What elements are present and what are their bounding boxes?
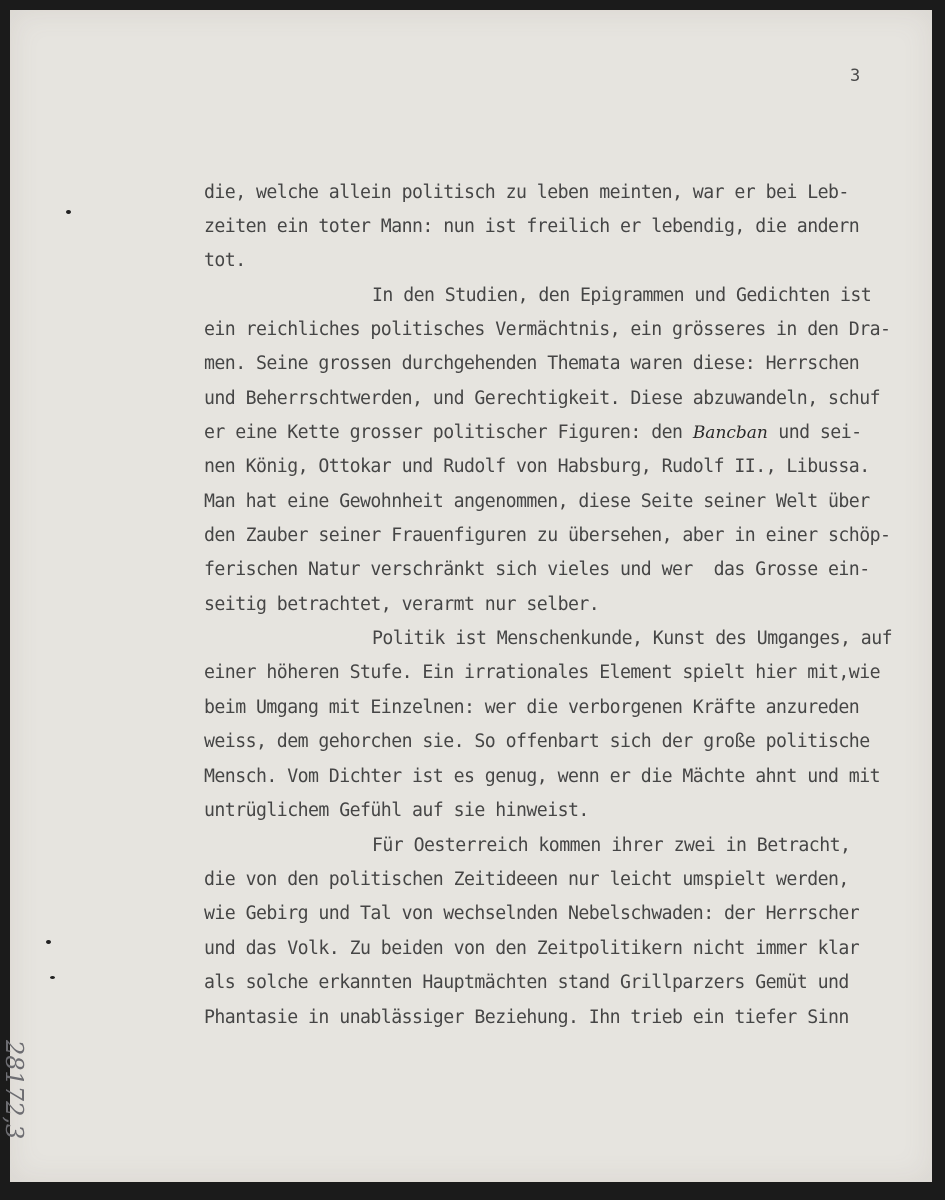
document-page <box>0 10 932 1182</box>
text-line: ferischen Natur verschränkt sich vieles und wer das Grosse ein- <box>204 559 870 580</box>
text-line: Für Oesterreich kommen ihrer zwei in Betracht, <box>372 835 851 856</box>
archive-number: 28172,3 <box>0 1040 28 1140</box>
text-line: zeiten ein toter Mann: nun ist freilich er lebendig, die andern <box>204 216 860 237</box>
text-line: Mensch. Vom Dichter ist es genug, wenn er die Mächte ahnt und mit <box>204 766 880 787</box>
text-line: als solche erkannten Hauptmächten stand Grillparzers Gemüt und <box>204 972 849 993</box>
text-line: und Beherrschtwerden, und Gerechtigkeit. Diese abzuwandeln, schuf <box>204 388 880 409</box>
margin-dot <box>50 976 55 979</box>
text-line: nen König, Ottokar und Rudolf von Habsburg, Rudolf II., Libussa. <box>204 456 870 477</box>
text-line: men. Seine grossen durchgehenden Themata waren diese: Herrschen <box>204 353 860 374</box>
margin-dot <box>46 940 51 944</box>
text-line: Phantasie in unablässiger Beziehung. Ihn trieb ein tiefer Sinn <box>204 1007 849 1028</box>
text-line: Man hat eine Gewohnheit angenommen, diese Seite seiner Welt über <box>204 491 870 512</box>
text-line: tot. <box>204 250 246 271</box>
text-segment: und sei- <box>778 422 862 443</box>
text-line: und das Volk. Zu beiden von den Zeitpolitikern nicht immer klar <box>204 938 860 959</box>
text-line: ein reichliches politisches Vermächtnis, ein grösseres in den Dra- <box>204 319 891 340</box>
text-line: wie Gebirg und Tal von wechselnden Nebelschwaden: der Herrscher <box>204 903 860 924</box>
text-line: Politik ist Menschenkunde, Kunst des Umganges, auf <box>372 628 892 649</box>
text-line: In den Studien, den Epigrammen und Gedichten ist <box>372 285 872 306</box>
text-line: beim Umgang mit Einzelnen: wer die verborgenen Kräfte anzureden <box>204 697 860 718</box>
text-line: die von den politischen Zeitideeen nur leicht umspielt werden, <box>204 869 849 890</box>
text-segment: er eine Kette grosser politischer Figuren: den <box>204 422 683 443</box>
text-line: einer höheren Stufe. Ein irrationales Element spielt hier mit,wie <box>204 662 880 683</box>
text-line: den Zauber seiner Frauenfiguren zu übersehen, aber in einer schöp- <box>204 525 891 546</box>
margin-dot <box>66 210 71 214</box>
handwritten-insertion: Bancban <box>692 423 768 443</box>
page-number: 3 <box>850 66 861 86</box>
text-line-with-insertion <box>204 422 862 443</box>
text-line: weiss, dem gehorchen sie. So offenbart sich der große politische <box>204 731 870 752</box>
text-line: untrüglichem Gefühl auf sie hinweist. <box>204 800 589 821</box>
text-line: die, welche allein politisch zu leben meinten, war er bei Leb- <box>204 182 849 203</box>
text-line: seitig betrachtet, verarmt nur selber. <box>204 594 600 615</box>
